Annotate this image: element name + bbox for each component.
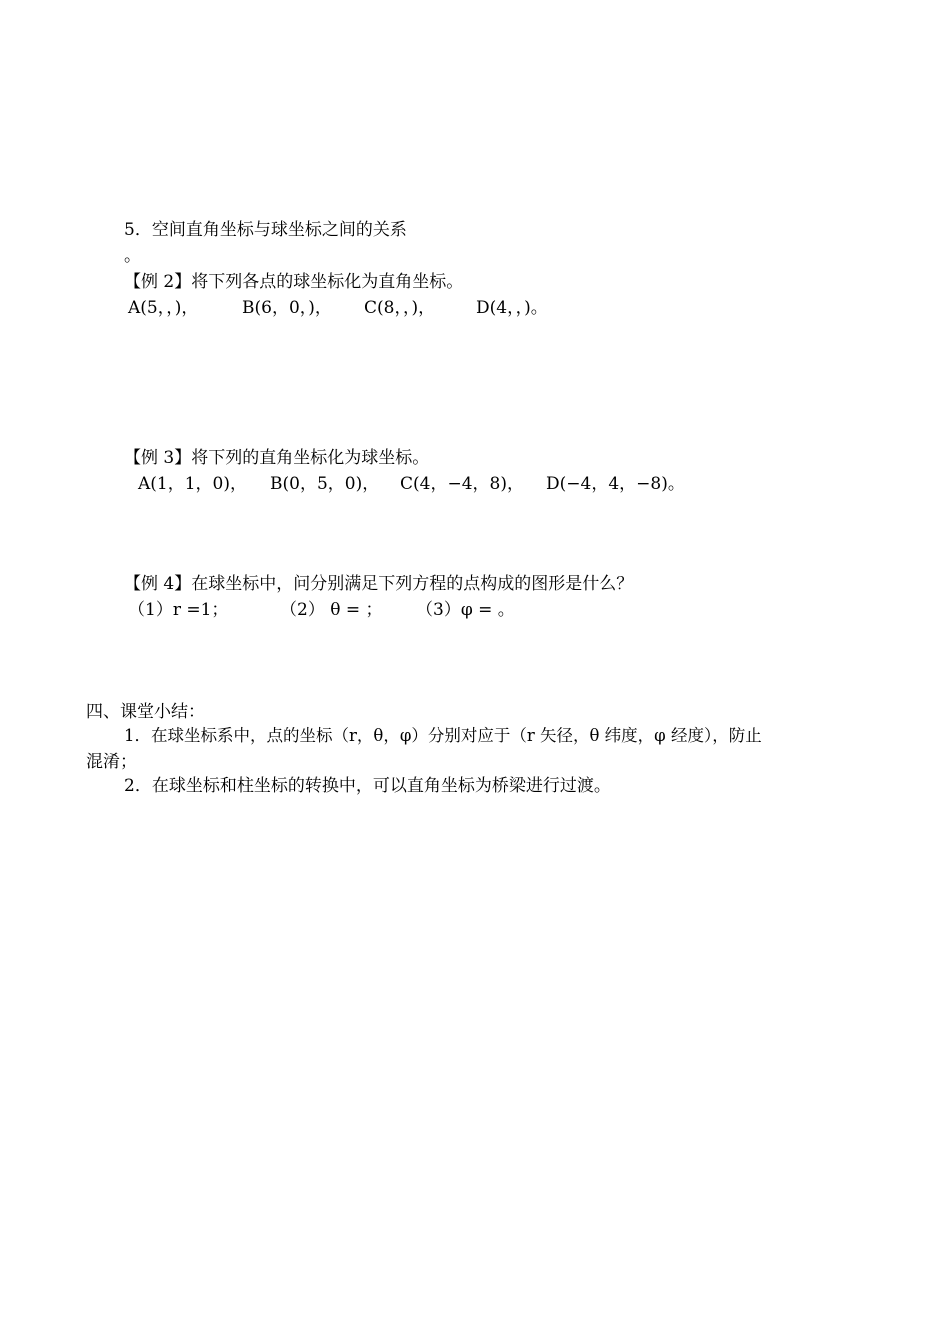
example-2-point-a: A(5，，)， [128,298,199,318]
example-3-points [138,472,685,496]
summary-item-2: 2．在球坐标和柱坐标的转换中，可以直角坐标为桥梁进行过渡。 [124,776,611,796]
example-2-point-d: D(4，，)。 [476,298,548,318]
section-5-title: 5．空间直角坐标与球坐标之间的关系 [124,220,407,240]
example-3-point-d: D(−4，4，−8)。 [546,474,685,494]
example-3-heading: 【例 3】将下列的直角坐标化为球坐标。 [124,448,430,468]
example-2-heading: 【例 2】将下列各点的球坐标化为直角坐标。 [124,272,464,292]
example-4-item-2: （2） θ = ； [280,600,383,620]
example-2-points [128,296,548,320]
example-4-items [128,598,515,622]
example-3-point-a: A(1，1，0)， [138,474,247,494]
example-2-point-c: C(8，，)， [364,298,436,318]
summary-item-1-line-1: 1．在球坐标系中，点的坐标（r，θ，φ）分别对应于（r 矢径，θ 纬度，φ 经度），防止 [124,726,762,745]
example-4-item-1: （1）r =1； [128,600,229,620]
summary-item-1-line-2: 混淆； [86,752,137,772]
example-2-point-b: B(6，0，)， [242,298,332,318]
example-4-heading: 【例 4】在球坐标中，问分别满足下列方程的点构成的图形是什么？ [124,574,634,594]
example-3-point-c: C(4，−4，8)， [400,474,524,494]
example-4-item-3: （3）φ = 。 [416,600,515,620]
summary-title: 四、课堂小结： [86,702,205,722]
section-5-note: 。 [124,246,141,266]
example-3-point-b: B(0，5，0)， [270,474,380,494]
